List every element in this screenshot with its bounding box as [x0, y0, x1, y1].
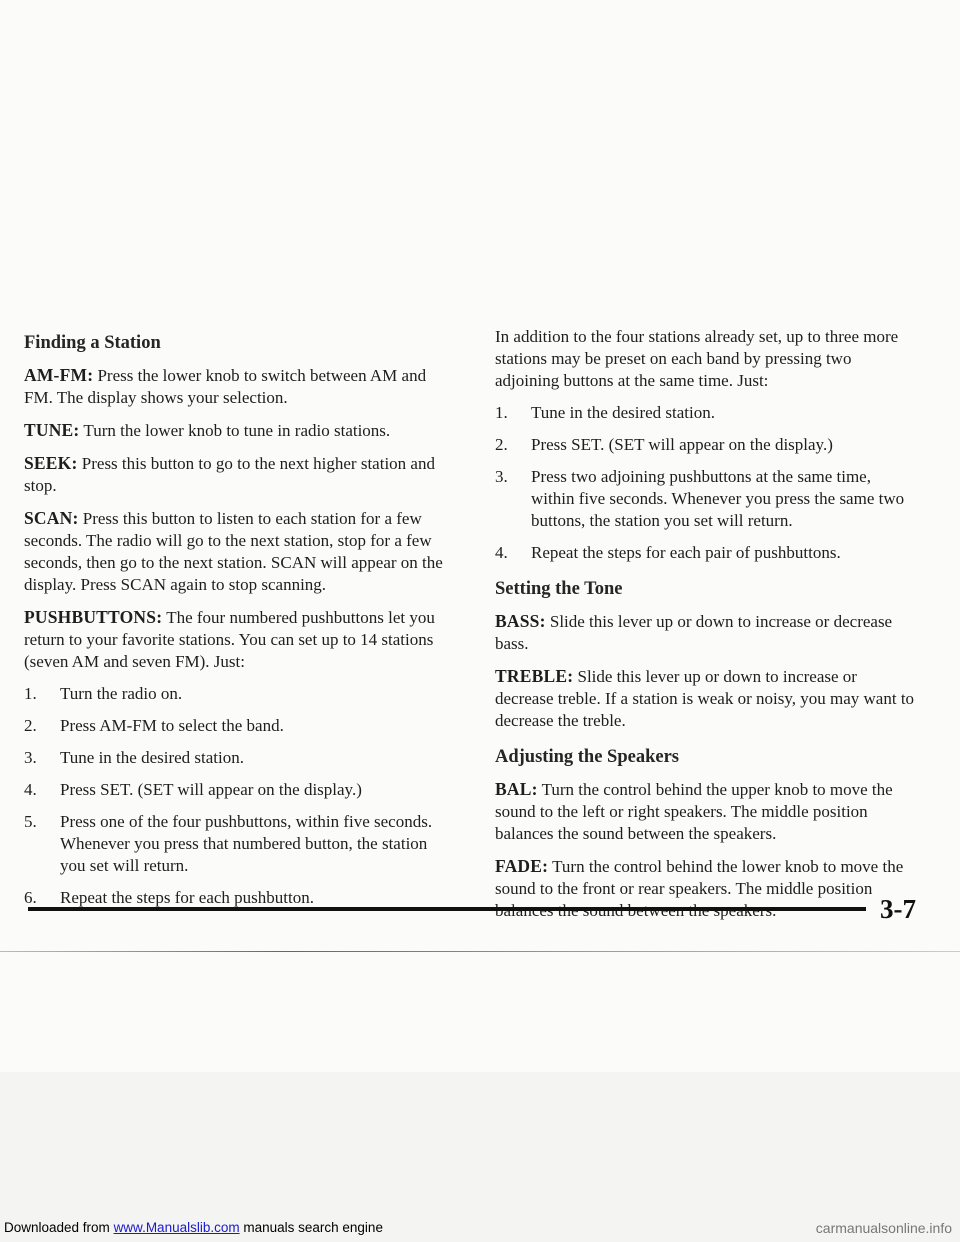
step-text: Repeat the steps for each pair of pushbuttons.: [531, 543, 841, 562]
pushbutton-steps-list: [24, 683, 456, 909]
entry-fade-text: Turn the control behind the lower knob to move the sound to the front or rear speakers. The middle position: [495, 857, 904, 898]
footer-band: [0, 1072, 960, 1242]
preset-intro: In addition to the four stations already set, up to three more stations may be preset on each band by pressing two adjoining buttons at the same time. Just:: [495, 327, 899, 390]
step-text: Press SET. (SET will appear on the display.): [60, 780, 362, 799]
left-column: [24, 326, 456, 919]
entry-seek: [24, 452, 456, 497]
heading-finding-a-station: Finding a Station: [24, 333, 161, 353]
step-text: Press AM-FM to select the band.: [60, 716, 284, 735]
right-column: [495, 326, 915, 932]
entry-bass-text: Slide this lever up or down to increase or decrease bass.: [495, 612, 893, 653]
step-number: 1.: [24, 684, 37, 703]
step-number: 4.: [495, 543, 508, 562]
entry-pushbuttons-text: The four numbered pushbuttons let you return to your favorite stations. You can set up to 14 stations (seven AM and seven FM). Just:: [24, 608, 435, 671]
step-text: Press one of the four pushbuttons, within five seconds. Whenever you press that numbered button, the station you set will return.: [60, 812, 433, 875]
heading-adjusting-the-speakers: Adjusting the Speakers: [495, 747, 679, 767]
heading-setting-the-tone: Setting the Tone: [495, 579, 623, 599]
download-banner: [4, 1220, 383, 1235]
list-item: [495, 402, 915, 424]
entry-tune: [24, 419, 456, 442]
list-item: [495, 466, 915, 532]
entry-am-fm-text: Press the lower knob to switch between AM and FM. The display shows your selection.: [24, 366, 427, 407]
term-am-fm: AM-FM:: [24, 365, 94, 385]
step-text: Tune in the desired station.: [531, 403, 715, 422]
manualslib-link[interactable]: www.Manualslib.com: [113, 1220, 240, 1235]
entry-scan-text: Press this button to listen to each station for a few seconds. The radio will go to the next station, stop for a few seconds, then go to the next station. SCAN will appear on the display. Press SCAN again to stop scanning.: [24, 509, 443, 594]
step-number: 2.: [24, 716, 37, 735]
entry-am-fm: [24, 364, 456, 409]
banner-prefix: Downloaded from: [4, 1220, 114, 1235]
term-pushbuttons: PUSHBUTTONS:: [24, 607, 163, 627]
step-number: 3.: [24, 748, 37, 767]
term-seek: SEEK:: [24, 453, 78, 473]
entry-pushbuttons: [24, 606, 456, 673]
step-number: 2.: [495, 435, 508, 454]
list-item: [24, 779, 456, 801]
watermark: carmanualsonline.info: [815, 1220, 952, 1236]
entry-seek-text: Press this button to go to the next higher station and stop.: [24, 454, 435, 495]
step-text: Press two adjoining pushbuttons at the same time, within five seconds. Whenever you press the same two buttons, the station you set will return.: [531, 467, 905, 530]
list-item: [495, 542, 915, 564]
term-bass: BASS:: [495, 611, 546, 631]
term-fade: FADE:: [495, 856, 549, 876]
list-item: [24, 715, 456, 737]
entry-fade: [495, 855, 915, 922]
step-number: 3.: [495, 467, 508, 486]
term-tune: TUNE:: [24, 420, 80, 440]
entry-tune-text: Turn the lower knob to tune in radio stations.: [83, 421, 391, 440]
entry-bal-text: Turn the control behind the upper knob to move the sound to the left or right speakers. The middle position balances the sound between the speakers.: [495, 780, 893, 843]
entry-scan: [24, 507, 456, 596]
list-item: [24, 747, 456, 769]
list-item: [24, 683, 456, 705]
page-number: 3-7: [880, 894, 916, 924]
entry-treble-text: Slide this lever up or down to increase or decrease treble. If a station is weak or noisy, you may want to decrease the treble.: [495, 667, 915, 730]
step-text: Repeat the steps for each pushbutton.: [60, 888, 314, 907]
step-number: 6.: [24, 888, 37, 907]
entry-treble: [495, 665, 915, 732]
footer-thin-rule: [0, 951, 960, 952]
step-text: Tune in the desired station.: [60, 748, 244, 767]
step-text: Press SET. (SET will appear on the display.): [531, 435, 833, 454]
list-item: [495, 434, 915, 456]
entry-bass: [495, 610, 915, 655]
step-number: 1.: [495, 403, 508, 422]
step-text: Turn the radio on.: [60, 684, 183, 703]
term-treble: TREBLE:: [495, 666, 574, 686]
banner-suffix: manuals search engine: [239, 1220, 383, 1235]
term-bal: BAL:: [495, 779, 538, 799]
preset-pair-steps-list: [495, 402, 915, 564]
step-number: 5.: [24, 812, 37, 831]
footer-rule: [28, 907, 866, 911]
list-item: [24, 887, 456, 909]
list-item: [24, 811, 456, 877]
term-scan: SCAN:: [24, 508, 79, 528]
entry-bal: [495, 778, 915, 845]
step-number: 4.: [24, 780, 37, 799]
